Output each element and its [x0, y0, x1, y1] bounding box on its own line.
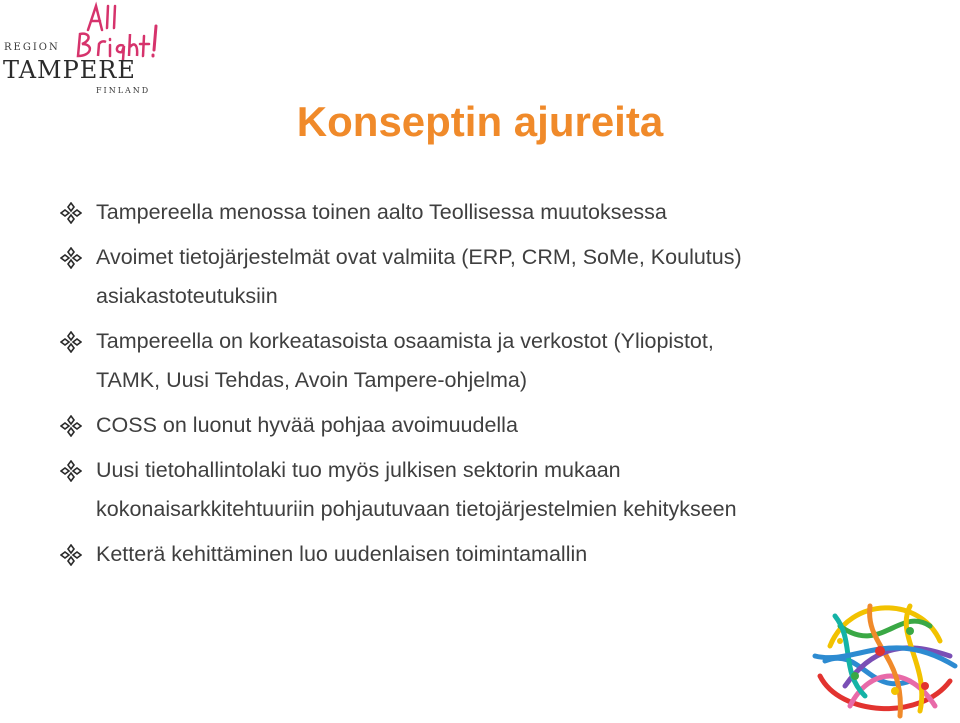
- bullet-text: kokonaisarkkitehtuuriin pohjautuvaan tietojärjestelmien kehitykseen: [96, 497, 737, 521]
- list-item: [60, 322, 940, 400]
- four-diamond-bullet-icon: [60, 460, 82, 482]
- all-bright-logo-icon: [72, 0, 162, 60]
- logo-country: FINLAND: [96, 86, 151, 95]
- list-item: [60, 451, 940, 529]
- bullet-text: Ketterä kehittäminen luo uudenlaisen toimintamallin: [96, 542, 588, 566]
- four-diamond-bullet-icon: [60, 202, 82, 224]
- list-item: [60, 535, 940, 574]
- bullet-list: [60, 193, 940, 580]
- list-item: [60, 193, 940, 232]
- bullet-text: Tampereella menossa toinen aalto Teollisessa muutoksessa: [96, 200, 667, 224]
- logo-region: REGION: [4, 42, 60, 53]
- bullet-text: Uusi tietohallintolaki tuo myös julkisen sektorin mukaan: [96, 458, 621, 482]
- list-item: [60, 238, 940, 316]
- bullet-text: Tampereella on korkeatasoista osaamista ja verkostot (Yliopistot,: [96, 329, 714, 353]
- list-item: [60, 406, 940, 445]
- logo-city: TAMPERE: [3, 56, 136, 84]
- region-tampere-logo: [0, 0, 170, 110]
- four-diamond-bullet-icon: [60, 544, 82, 566]
- four-diamond-bullet-icon: [60, 247, 82, 269]
- bullet-text: Avoimet tietojärjestelmät ovat valmiita (ERP, CRM, SoMe, Koulutus): [96, 245, 742, 269]
- four-diamond-bullet-icon: [60, 331, 82, 353]
- bullet-text: asiakastoteutuksiin: [96, 284, 278, 308]
- slide-title: Konseptin ajureita: [296, 98, 664, 145]
- colorful-swirl-decoration-icon: [810, 586, 960, 723]
- bullet-text: TAMK, Uusi Tehdas, Avoin Tampere-ohjelma): [96, 368, 527, 392]
- bullet-text: COSS on luonut hyvää pohjaa avoimuudella: [96, 413, 518, 437]
- four-diamond-bullet-icon: [60, 415, 82, 437]
